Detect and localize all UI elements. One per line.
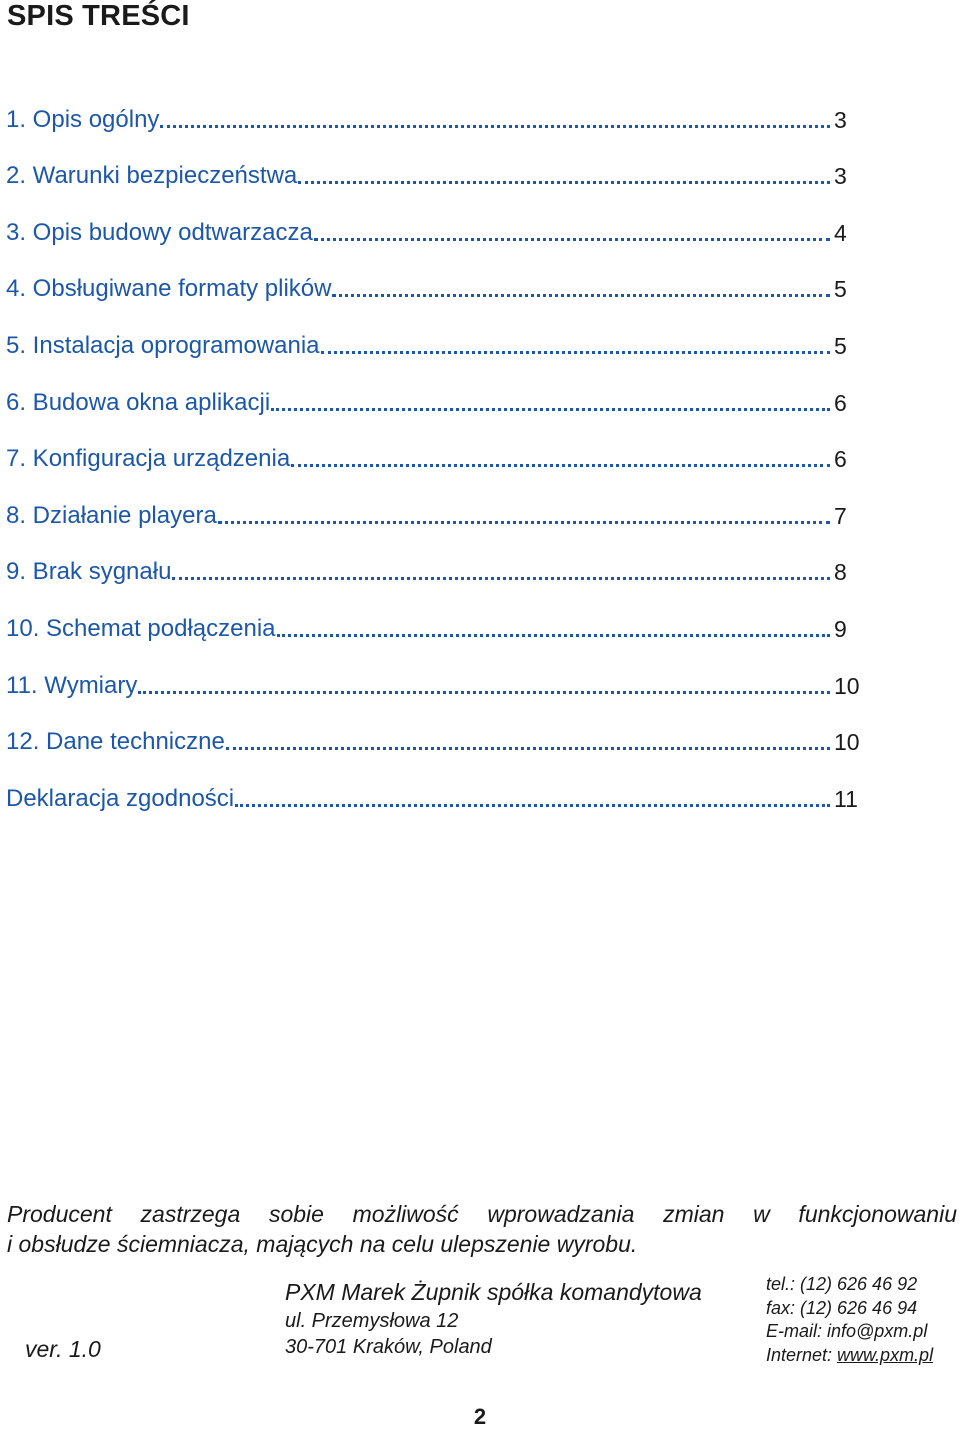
toc-dot-leader (291, 464, 830, 467)
page-title: SPIS TREŚCI (7, 0, 190, 32)
toc-entry-page: 3 (834, 106, 847, 133)
contact-info (766, 1273, 933, 1367)
table-of-contents (6, 80, 860, 816)
version-label: ver. 1.0 (25, 1336, 101, 1362)
toc-entry-page: 6 (834, 446, 847, 473)
toc-entry-label[interactable]: 6. Budowa okna aplikacji (6, 388, 271, 416)
toc-entry-page: 5 (834, 276, 847, 303)
toc-entry[interactable] (6, 80, 856, 137)
toc-dot-leader (226, 747, 830, 750)
toc-entry-label[interactable]: 1. Opis ogólny (6, 105, 160, 133)
website-link[interactable]: www.pxm.pl (837, 1344, 934, 1365)
toc-entry[interactable] (6, 646, 860, 703)
toc-entry-label[interactable]: 11. Wymiary (6, 671, 138, 699)
company-address (285, 1276, 702, 1360)
toc-dot-leader (218, 521, 830, 524)
toc-dot-leader (235, 804, 830, 807)
toc-entry-page: 3 (834, 163, 847, 190)
toc-dot-leader (321, 351, 830, 354)
contact-internet-label: Internet: (766, 1344, 838, 1365)
toc-entry[interactable] (6, 250, 856, 307)
toc-entry[interactable] (6, 306, 856, 363)
toc-entry-label[interactable]: 8. Działanie playera (6, 501, 217, 529)
notice-line: i obsłudze ściemniacza, mających na celu ulepszenie wyrobu. (7, 1231, 638, 1257)
toc-entry-page: 8 (834, 559, 847, 586)
toc-entry-label[interactable]: 9. Brak sygnału (6, 558, 172, 586)
toc-entry-label[interactable]: 7. Konfiguracja urządzenia (6, 445, 291, 473)
page-number: 2 (473, 1404, 487, 1429)
toc-entry[interactable] (6, 759, 856, 816)
toc-entry-page: 10 (834, 672, 860, 699)
toc-entry[interactable] (6, 137, 856, 194)
toc-entry-page: 9 (834, 615, 847, 642)
toc-entry[interactable] (6, 476, 856, 533)
toc-entry-label[interactable]: 2. Warunki bezpieczeństwa (6, 162, 298, 190)
toc-entry[interactable] (6, 533, 856, 590)
toc-dot-leader (172, 577, 830, 580)
toc-entry-page: 7 (834, 502, 847, 529)
toc-entry-label[interactable]: Deklaracja zgodności (6, 784, 235, 812)
contact-email: E-mail: info@pxm.pl (766, 1321, 928, 1341)
toc-dot-leader (332, 294, 830, 297)
toc-dot-leader (298, 181, 830, 184)
toc-dot-leader (277, 634, 830, 637)
toc-entry-label[interactable]: 12. Dane techniczne (6, 728, 225, 756)
toc-entry[interactable] (6, 703, 860, 760)
toc-entry[interactable] (6, 363, 856, 420)
toc-entry-page: 5 (834, 332, 847, 359)
manufacturer-notice (7, 1199, 957, 1259)
toc-entry-page: 4 (834, 219, 847, 246)
toc-dot-leader (160, 125, 830, 128)
contact-phone: tel.: (12) 626 46 92 (766, 1274, 918, 1294)
toc-entry-page: 6 (834, 389, 847, 416)
toc-entry[interactable] (6, 420, 856, 477)
contact-fax: fax: (12) 626 46 94 (766, 1297, 918, 1318)
contact-internet (766, 1344, 933, 1368)
toc-entry[interactable] (6, 589, 856, 646)
notice-line: Producent zastrzega sobie możliwość wprowadzania zmian w funkcjonowaniu (7, 1201, 957, 1227)
company-city: 30-701 Kraków, Poland (285, 1336, 492, 1358)
toc-entry-label[interactable]: 3. Opis budowy odtwarzacza (6, 218, 313, 246)
toc-dot-leader (314, 238, 830, 241)
toc-entry-label[interactable]: 5. Instalacja oprogramowania (6, 331, 320, 359)
toc-entry[interactable] (6, 193, 856, 250)
company-name: PXM Marek Żupnik spółka komandytowa (285, 1279, 702, 1305)
toc-entry-label[interactable]: 4. Obsługiwane formaty plików (6, 275, 332, 303)
toc-dot-leader (138, 691, 830, 694)
company-street: ul. Przemysłowa 12 (285, 1310, 459, 1332)
toc-dot-leader (271, 408, 830, 411)
toc-entry-page: 11 (834, 785, 858, 812)
toc-entry-label[interactable]: 10. Schemat podłączenia (6, 614, 276, 642)
toc-entry-page: 10 (834, 729, 860, 756)
